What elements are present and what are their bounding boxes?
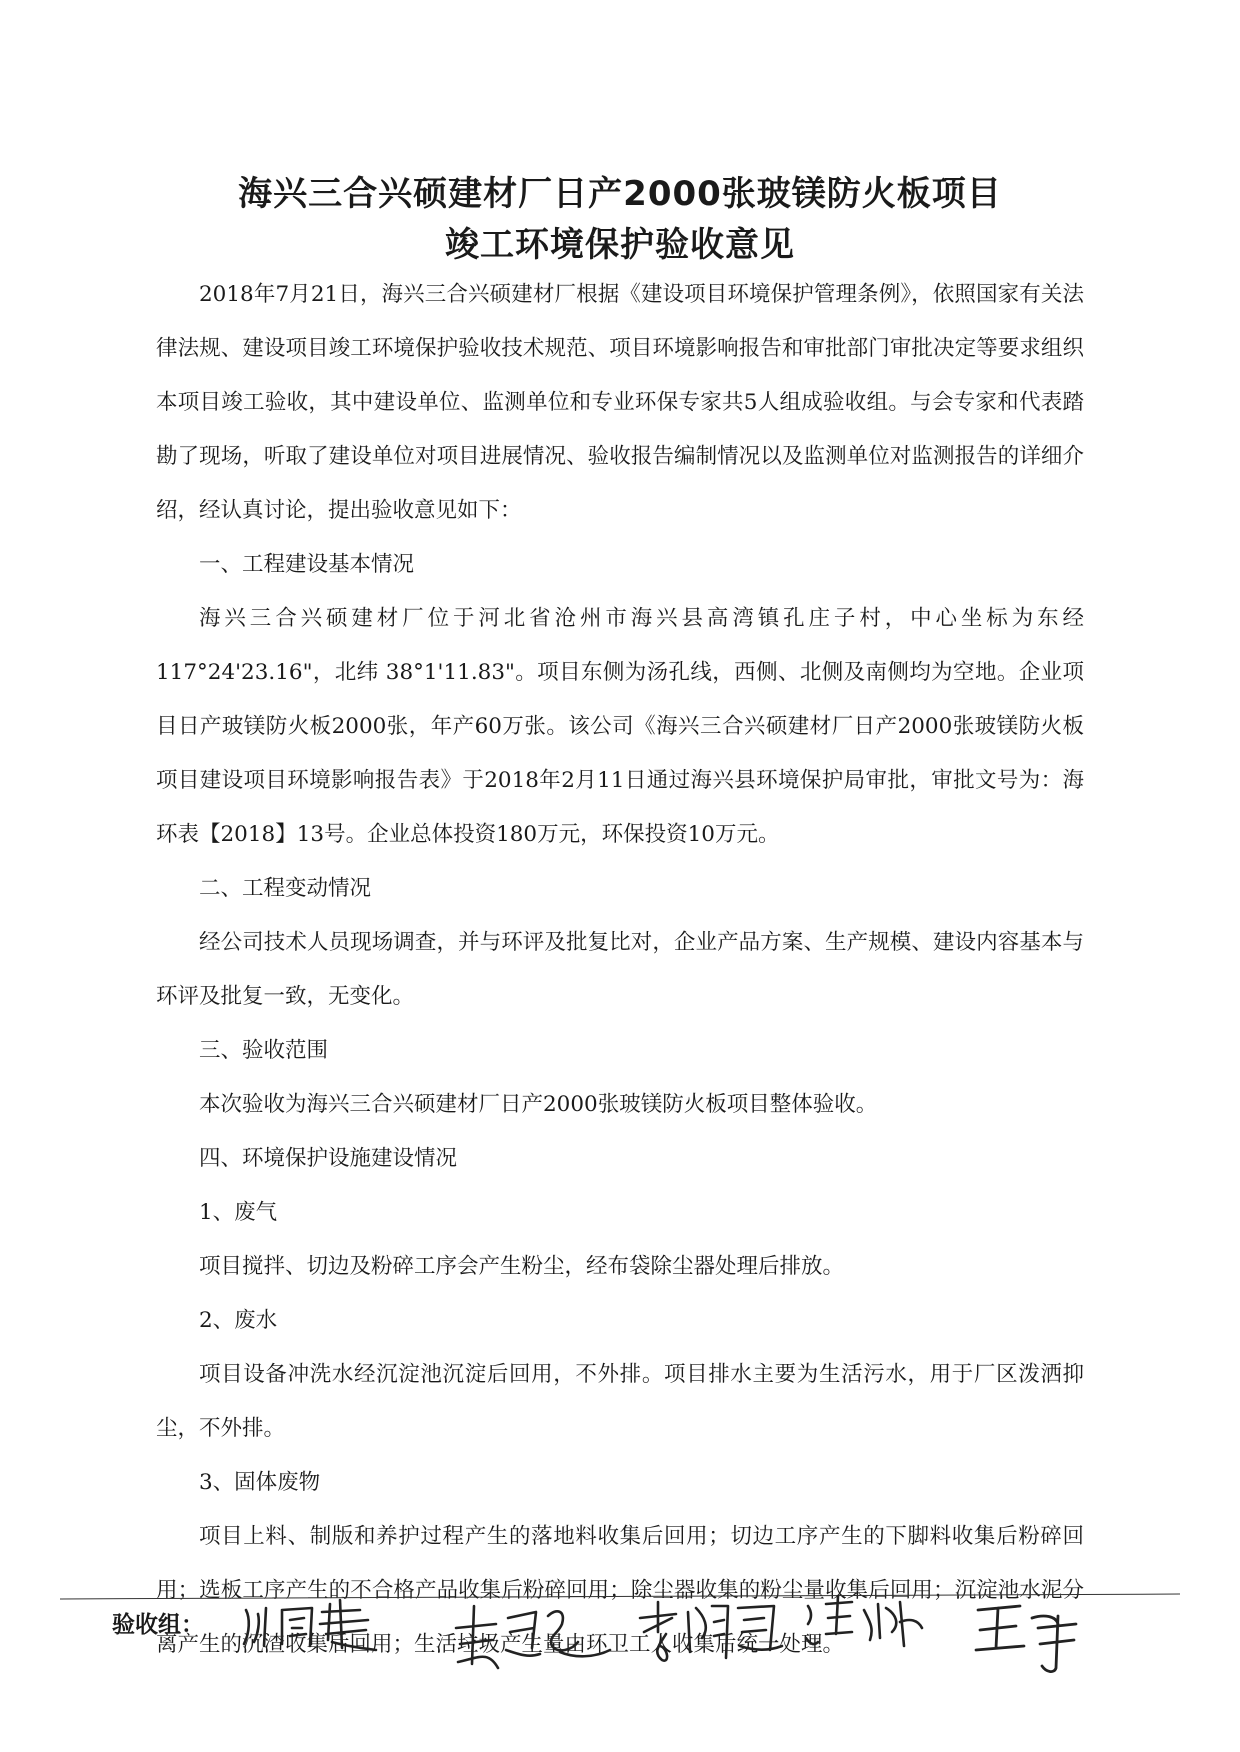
signature-3	[632, 1588, 792, 1678]
document-body	[156, 268, 1084, 1672]
document-title-line-2: 竣工环境保护验收意见	[445, 225, 795, 265]
signature-2	[448, 1588, 618, 1678]
paragraph-basic-info: 海兴三合兴硕建材厂位于河北省沧州市海兴县高湾镇孔庄子村，中心坐标为东经117°24'23.16"，北纬 38°1'11.83"。项目东侧为汤孔线，西侧、北侧及南侧均为空地。企业项目日产玻镁防火板2000张，年产60万张。该公司《海兴三合兴硕建材厂日产2000张玻镁防火板项目建设项目环境影响报告表》于2018年2月11日通过海兴县环境保护局审批，审批文号为：海环表【2018】13号。企业总体投资180万元，环保投资10万元。	[156, 606, 1084, 847]
signature-1	[236, 1588, 386, 1658]
document-title-line-1: 海兴三合兴硕建材厂日产2000张玻镁防火板项目	[238, 174, 1002, 214]
paragraph-waste-gas: 项目搅拌、切边及粉碎工序会产生粉尘，经布袋除尘器处理后排放。	[199, 1254, 845, 1279]
paragraph-solid-waste: 项目上料、制版和养护过程产生的落地料收集后回用；切边工序产生的下脚料收集后粉碎回用；选板工序产生的不合格产品收集后粉碎回用；除尘器收集的粉尘量收集后回用；沉淀池水泥分离产生的沉渣收集后回用；生活垃圾产生量由环卫工人收集后统一处理。	[156, 1524, 1084, 1657]
signature-4	[800, 1588, 930, 1658]
acceptance-group-label: 验收组：	[112, 1612, 204, 1638]
signature-5	[968, 1588, 1098, 1678]
section-heading-3: 三、验收范围	[199, 1038, 329, 1063]
paragraph-changes: 经公司技术人员现场调查，并与环评及批复比对，企业产品方案、生产规模、建设内容基本与环评及批复一致，无变化。	[156, 930, 1084, 1009]
section-heading-2: 二、工程变动情况	[199, 876, 372, 901]
section-heading-1: 一、工程建设基本情况	[199, 552, 415, 577]
subheading-waste-gas: 1、废气	[199, 1200, 278, 1225]
subheading-waste-water: 2、废水	[199, 1308, 278, 1333]
paragraph-waste-water: 项目设备冲洗水经沉淀池沉淀后回用，不外排。项目排水主要为生活污水，用于厂区泼洒抑尘，不外排。	[156, 1362, 1084, 1441]
paragraph-intro: 2018年7月21日，海兴三合兴硕建材厂根据《建设项目环境保护管理条例》，依照国家有关法律法规、建设项目竣工环境保护验收技术规范、项目环境影响报告和审批部门审批决定等要求组织本项目竣工验收，其中建设单位、监测单位和专业环保专家共5人组成验收组。与会专家和代表踏勘了现场，听取了建设单位对项目进展情况、验收报告编制情况以及监测单位对监测报告的详细介绍，经认真讨论，提出验收意见如下：	[156, 282, 1084, 523]
section-heading-4: 四、环境保护设施建设情况	[199, 1146, 458, 1171]
subheading-solid-waste: 3、固体废物	[199, 1470, 321, 1495]
paragraph-scope: 本次验收为海兴三合兴硕建材厂日产2000张玻镁防火板项目整体验收。	[199, 1092, 878, 1117]
